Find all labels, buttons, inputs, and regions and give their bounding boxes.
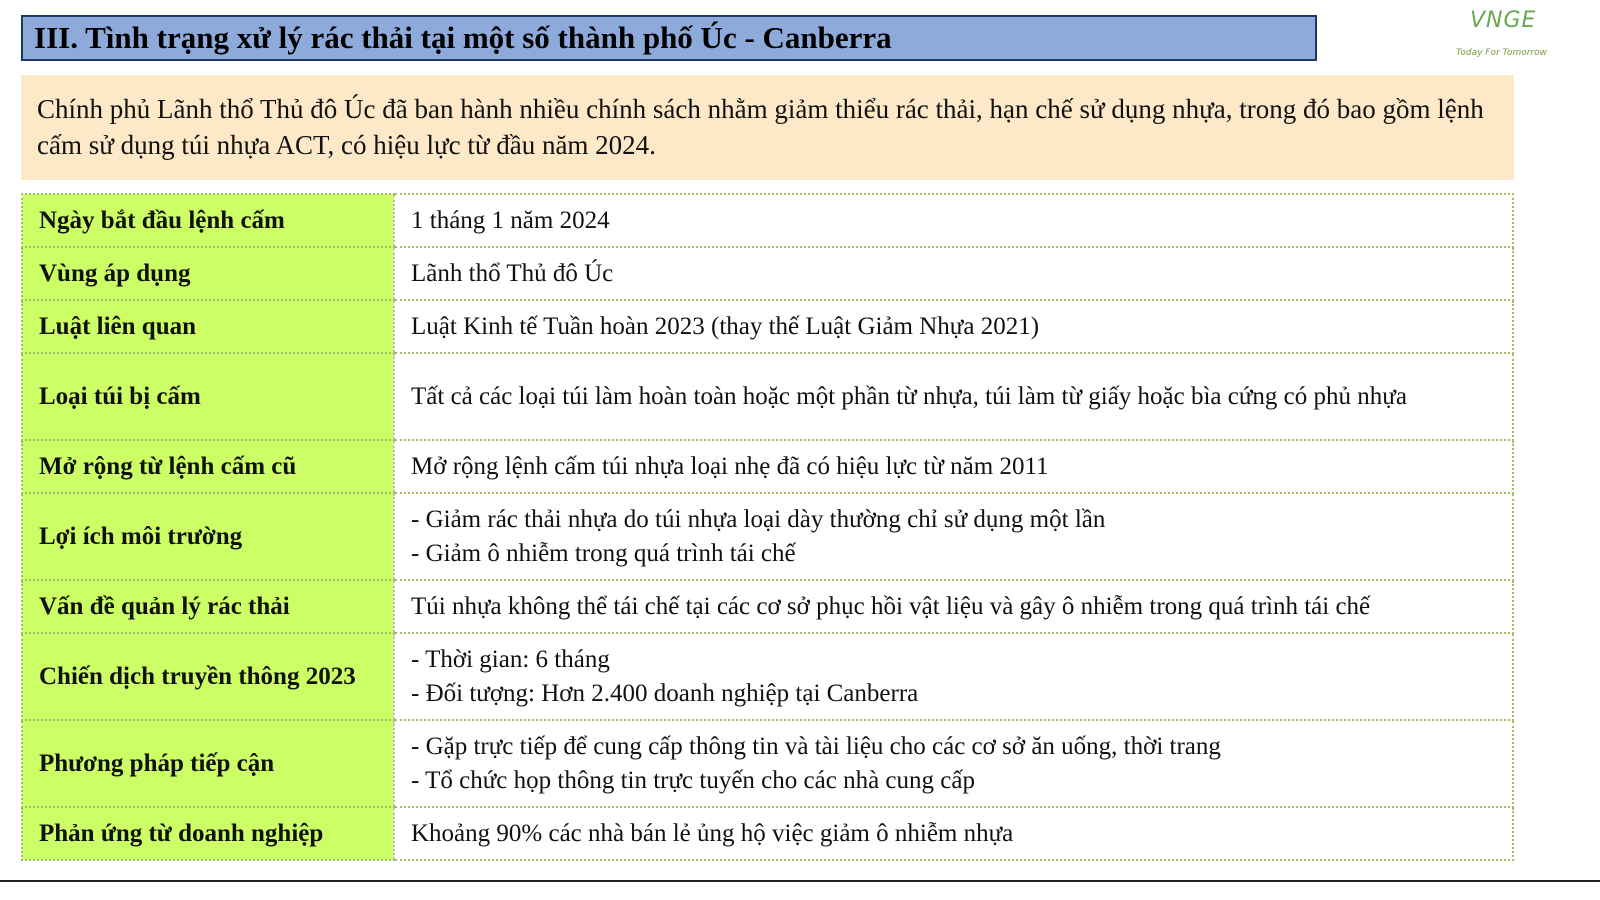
intro-paragraph: Chính phủ Lãnh thổ Thủ đô Úc đã ban hành nhiều chính sách nhằm giảm thiểu rác thải, hạn chế sử dụng nhựa, trong đó bao gồm lệnh cấm sử dụng túi nhựa ACT, có hiệu lực từ đầu năm 2024. — [21, 75, 1514, 180]
table-row — [22, 247, 1513, 300]
row-label: Phương pháp tiếp cận — [22, 720, 394, 807]
info-table — [21, 193, 1514, 861]
row-value-line: - Gặp trực tiếp để cung cấp thông tin và tài liệu cho các cơ sở ăn uống, thời trang — [411, 732, 1221, 760]
row-value-line: Mở rộng lệnh cấm túi nhựa loại nhẹ đã có hiệu lực từ năm 2011 — [411, 452, 1049, 480]
slide-title: III. Tình trạng xử lý rác thải tại một số thành phố Úc - Canberra — [21, 15, 1317, 61]
table-row — [22, 440, 1513, 493]
row-value-line: - Thời gian: 6 tháng — [411, 645, 610, 673]
row-label: Lợi ích môi trường — [22, 493, 394, 580]
row-value — [394, 300, 1513, 353]
table-row — [22, 353, 1513, 440]
table-row — [22, 720, 1513, 807]
logo-mark: VNGE — [1470, 8, 1537, 33]
row-value-line: - Tổ chức họp thông tin trực tuyến cho các nhà cung cấp — [411, 766, 975, 794]
row-value — [394, 353, 1513, 440]
table-row — [22, 580, 1513, 633]
row-value-line: Khoảng 90% các nhà bán lẻ ủng hộ việc giảm ô nhiễm nhựa — [411, 819, 1014, 847]
row-value-line: - Giảm rác thải nhựa do túi nhựa loại dày thường chỉ sử dụng một lần — [411, 505, 1106, 533]
row-label: Phản ứng từ doanh nghiệp — [22, 807, 394, 860]
row-label: Chiến dịch truyền thông 2023 — [22, 633, 394, 720]
row-value — [394, 194, 1513, 247]
row-value-line: - Giảm ô nhiễm trong quá trình tái chế — [411, 539, 796, 567]
vnge-logo — [1450, 8, 1590, 68]
row-label: Vấn đề quản lý rác thải — [22, 580, 394, 633]
logo-tagline: Today For Tomorrow — [1456, 48, 1547, 58]
table-row — [22, 194, 1513, 247]
row-value — [394, 247, 1513, 300]
row-label: Loại túi bị cấm — [22, 353, 394, 440]
row-value-line: Tất cả các loại túi làm hoàn toàn hoặc một phần từ nhựa, túi làm từ giấy hoặc bìa cứng có phủ nhựa — [411, 382, 1407, 410]
row-label: Mở rộng từ lệnh cấm cũ — [22, 440, 394, 493]
row-value — [394, 633, 1513, 720]
row-value — [394, 720, 1513, 807]
row-value-line: 1 tháng 1 năm 2024 — [411, 206, 610, 234]
row-value-line: - Đối tượng: Hơn 2.400 doanh nghiệp tại Canberra — [411, 679, 919, 707]
row-value — [394, 493, 1513, 580]
row-value-line: Lãnh thổ Thủ đô Úc — [411, 259, 614, 287]
table-row — [22, 633, 1513, 720]
row-value-line: Túi nhựa không thể tái chế tại các cơ sở phục hồi vật liệu và gây ô nhiễm trong quá trình tái chế — [411, 592, 1371, 620]
row-label: Luật liên quan — [22, 300, 394, 353]
table-row — [22, 807, 1513, 860]
table-row — [22, 300, 1513, 353]
table-row — [22, 493, 1513, 580]
row-value — [394, 807, 1513, 860]
bottom-divider — [0, 880, 1600, 882]
row-value-line: Luật Kinh tế Tuần hoàn 2023 (thay thế Luật Giảm Nhựa 2021) — [411, 312, 1040, 340]
row-label: Vùng áp dụng — [22, 247, 394, 300]
row-label: Ngày bắt đầu lệnh cấm — [22, 194, 394, 247]
row-value — [394, 580, 1513, 633]
row-value — [394, 440, 1513, 493]
